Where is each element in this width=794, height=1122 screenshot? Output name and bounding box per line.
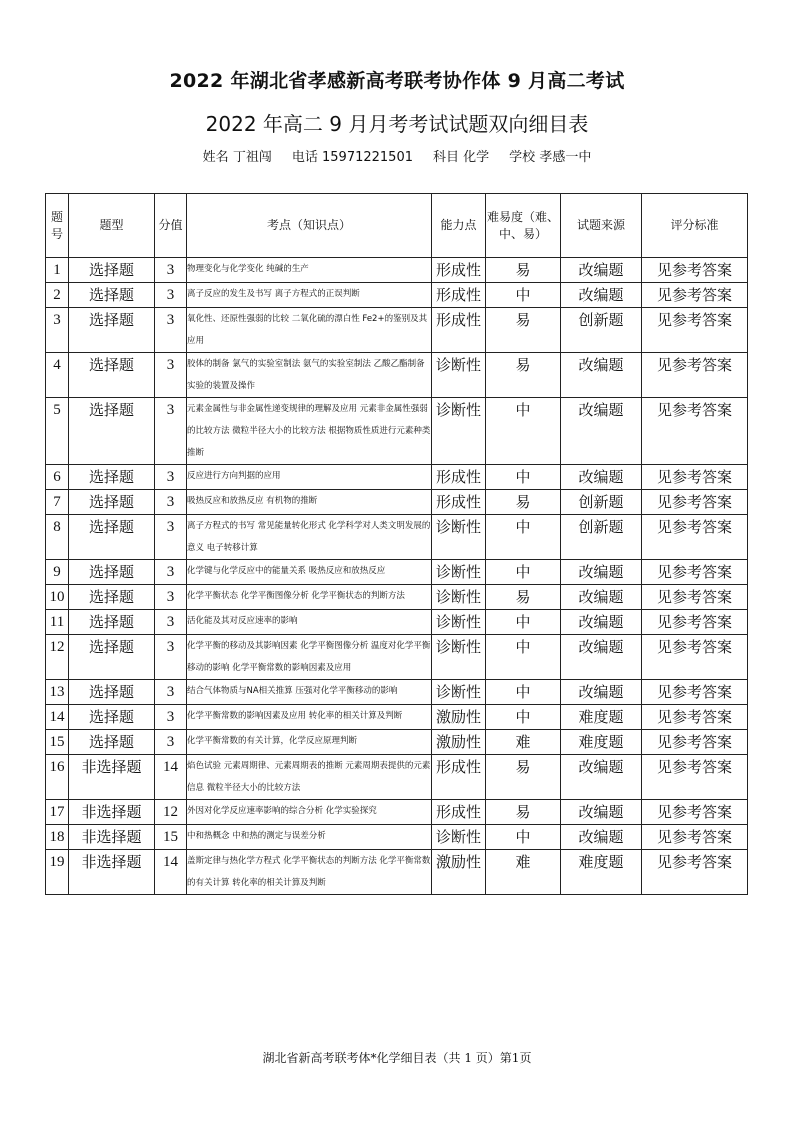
page-footer: 湖北省新高考联考体*化学细目表（共 1 页）第1页 [262, 1051, 532, 1065]
question-source: 改编题 [561, 258, 642, 283]
table-row [46, 353, 748, 398]
question-source: 改编题 [561, 755, 642, 800]
question-ability: 诊断性 [432, 560, 486, 585]
question-score: 15 [155, 825, 187, 850]
table-row [46, 755, 748, 800]
question-topic: 焰色试验 元素周期律、元素周期表的推断 元素周期表提供的元素信息 微粒半径大小的比较方法 [187, 755, 432, 800]
question-no: 9 [46, 560, 69, 585]
question-difficulty: 难 [486, 730, 561, 755]
question-score: 3 [155, 465, 187, 490]
question-standard: 见参考答案 [642, 680, 748, 705]
question-difficulty: 中 [486, 398, 561, 465]
question-difficulty: 中 [486, 680, 561, 705]
question-ability: 诊断性 [432, 635, 486, 680]
question-type: 选择题 [69, 398, 155, 465]
question-score: 3 [155, 680, 187, 705]
author-info [0, 146, 794, 165]
question-ability: 形成性 [432, 800, 486, 825]
question-difficulty: 中 [486, 635, 561, 680]
question-difficulty: 中 [486, 283, 561, 308]
question-difficulty: 中 [486, 515, 561, 560]
question-ability: 诊断性 [432, 398, 486, 465]
question-ability: 诊断性 [432, 825, 486, 850]
question-type: 选择题 [69, 680, 155, 705]
table-row [46, 705, 748, 730]
question-topic: 离子方程式的书写 常见能量转化形式 化学科学对人类文明发展的意义 电子转移计算 [187, 515, 432, 560]
question-score: 3 [155, 283, 187, 308]
table-row [46, 850, 748, 895]
col-header-topic: 考点（知识点） [187, 194, 432, 258]
question-ability: 诊断性 [432, 585, 486, 610]
question-type: 选择题 [69, 353, 155, 398]
question-source: 改编题 [561, 353, 642, 398]
question-type: 非选择题 [69, 755, 155, 800]
question-standard: 见参考答案 [642, 755, 748, 800]
question-no: 16 [46, 755, 69, 800]
question-standard: 见参考答案 [642, 465, 748, 490]
question-score: 3 [155, 560, 187, 585]
question-ability: 激励性 [432, 850, 486, 895]
question-standard: 见参考答案 [642, 635, 748, 680]
question-standard: 见参考答案 [642, 850, 748, 895]
question-source: 创新题 [561, 490, 642, 515]
col-header-score: 分值 [155, 194, 187, 258]
question-standard: 见参考答案 [642, 515, 748, 560]
question-ability: 形成性 [432, 465, 486, 490]
table-row [46, 635, 748, 680]
question-no: 4 [46, 353, 69, 398]
question-source: 难度题 [561, 730, 642, 755]
question-standard: 见参考答案 [642, 283, 748, 308]
question-no: 6 [46, 465, 69, 490]
col-header-type: 题型 [69, 194, 155, 258]
question-source: 改编题 [561, 560, 642, 585]
question-ability: 形成性 [432, 490, 486, 515]
phone-number: 15971221501 [322, 150, 413, 165]
question-type: 非选择题 [69, 825, 155, 850]
question-no: 17 [46, 800, 69, 825]
question-ability: 激励性 [432, 705, 486, 730]
author-name: 丁祖闯 [232, 150, 272, 165]
question-no: 19 [46, 850, 69, 895]
question-source: 创新题 [561, 515, 642, 560]
question-difficulty: 易 [486, 258, 561, 283]
question-ability: 形成性 [432, 283, 486, 308]
question-type: 选择题 [69, 610, 155, 635]
question-score: 3 [155, 490, 187, 515]
question-type: 选择题 [69, 585, 155, 610]
document-subtitle: 2022 年高二 9 月月考考试试题双向细目表 [205, 112, 589, 136]
question-type: 选择题 [69, 283, 155, 308]
question-topic: 吸热反应和放热反应 有机物的推断 [187, 490, 432, 515]
col-header-ability: 能力点 [432, 194, 486, 258]
table-row [46, 515, 748, 560]
question-score: 3 [155, 398, 187, 465]
question-no: 1 [46, 258, 69, 283]
question-topic: 化学平衡常数的有关计算，化学反应原理判断 [187, 730, 432, 755]
question-type: 选择题 [69, 308, 155, 353]
question-source: 改编题 [561, 398, 642, 465]
col-header-difficulty: 难易度（难、中、易） [486, 194, 561, 258]
question-type: 非选择题 [69, 800, 155, 825]
question-ability: 诊断性 [432, 353, 486, 398]
school-value: 孝感一中 [539, 150, 592, 165]
question-ability: 形成性 [432, 308, 486, 353]
question-topic: 结合气体物质与NA相关推算 压强对化学平衡移动的影响 [187, 680, 432, 705]
question-source: 改编题 [561, 800, 642, 825]
question-topic: 离子反应的发生及书写 离子方程式的正误判断 [187, 283, 432, 308]
table-row [46, 610, 748, 635]
question-no: 5 [46, 398, 69, 465]
name-label: 姓名 [202, 150, 229, 165]
question-score: 14 [155, 755, 187, 800]
table-row [46, 283, 748, 308]
question-score: 3 [155, 515, 187, 560]
question-score: 3 [155, 258, 187, 283]
question-topic: 中和热概念 中和热的测定与误差分析 [187, 825, 432, 850]
question-source: 改编题 [561, 465, 642, 490]
question-source: 改编题 [561, 283, 642, 308]
question-source: 难度题 [561, 705, 642, 730]
question-no: 10 [46, 585, 69, 610]
question-source: 改编题 [561, 825, 642, 850]
table-row [46, 398, 748, 465]
question-type: 选择题 [69, 730, 155, 755]
question-source: 创新题 [561, 308, 642, 353]
question-no: 13 [46, 680, 69, 705]
table-row [46, 680, 748, 705]
question-standard: 见参考答案 [642, 825, 748, 850]
question-topic: 外因对化学反应速率影响的综合分析 化学实验探究 [187, 800, 432, 825]
question-standard: 见参考答案 [642, 610, 748, 635]
question-difficulty: 易 [486, 800, 561, 825]
table-row [46, 585, 748, 610]
question-difficulty: 易 [486, 490, 561, 515]
question-no: 8 [46, 515, 69, 560]
question-score: 3 [155, 635, 187, 680]
question-difficulty: 中 [486, 825, 561, 850]
question-type: 非选择题 [69, 850, 155, 895]
col-header-no: 题号 [46, 194, 69, 258]
question-topic: 化学平衡常数的影响因素及应用 转化率的相关计算及判断 [187, 705, 432, 730]
question-standard: 见参考答案 [642, 308, 748, 353]
phone-label: 电话 [291, 150, 318, 165]
col-header-standard: 评分标准 [642, 194, 748, 258]
question-type: 选择题 [69, 705, 155, 730]
subject-label: 科目 [432, 150, 459, 165]
question-difficulty: 中 [486, 705, 561, 730]
table-row [46, 730, 748, 755]
question-no: 18 [46, 825, 69, 850]
table-row [46, 560, 748, 585]
question-standard: 见参考答案 [642, 800, 748, 825]
question-no: 2 [46, 283, 69, 308]
question-standard: 见参考答案 [642, 258, 748, 283]
question-source: 难度题 [561, 850, 642, 895]
question-score: 3 [155, 730, 187, 755]
question-type: 选择题 [69, 515, 155, 560]
question-topic: 物理变化与化学变化 纯碱的生产 [187, 258, 432, 283]
question-ability: 形成性 [432, 258, 486, 283]
question-source: 改编题 [561, 585, 642, 610]
question-topic: 氧化性、还原性强弱的比较 二氧化硫的漂白性 Fe2+的鉴别及其应用 [187, 308, 432, 353]
question-no: 15 [46, 730, 69, 755]
question-ability: 形成性 [432, 755, 486, 800]
question-topic: 化学平衡的移动及其影响因素 化学平衡图像分析 温度对化学平衡移动的影响 化学平衡常数的影响因素及应用 [187, 635, 432, 680]
question-difficulty: 中 [486, 560, 561, 585]
question-topic: 盖斯定律与热化学方程式 化学平衡状态的判断方法 化学平衡常数的有关计算 转化率的相关计算及判断 [187, 850, 432, 895]
question-type: 选择题 [69, 465, 155, 490]
question-standard: 见参考答案 [642, 398, 748, 465]
question-score: 3 [155, 610, 187, 635]
table-header-row [46, 194, 748, 258]
question-difficulty: 易 [486, 308, 561, 353]
question-standard: 见参考答案 [642, 585, 748, 610]
question-difficulty: 中 [486, 610, 561, 635]
question-standard: 见参考答案 [642, 353, 748, 398]
question-source: 改编题 [561, 610, 642, 635]
question-type: 选择题 [69, 635, 155, 680]
question-no: 7 [46, 490, 69, 515]
question-ability: 诊断性 [432, 515, 486, 560]
question-ability: 诊断性 [432, 610, 486, 635]
question-score: 14 [155, 850, 187, 895]
question-score: 12 [155, 800, 187, 825]
question-score: 3 [155, 585, 187, 610]
question-type: 选择题 [69, 258, 155, 283]
question-no: 3 [46, 308, 69, 353]
question-topic: 反应进行方向判据的应用 [187, 465, 432, 490]
question-difficulty: 易 [486, 585, 561, 610]
table-row [46, 490, 748, 515]
table-row [46, 825, 748, 850]
question-type: 选择题 [69, 560, 155, 585]
document-title: 2022 年湖北省孝感新高考联考协作体 9 月高二考试 [169, 70, 625, 92]
table-row [46, 465, 748, 490]
school-label: 学校 [509, 150, 536, 165]
question-score: 3 [155, 308, 187, 353]
table-row [46, 258, 748, 283]
question-standard: 见参考答案 [642, 560, 748, 585]
question-ability: 激励性 [432, 730, 486, 755]
question-type: 选择题 [69, 490, 155, 515]
subject-value: 化学 [463, 150, 490, 165]
question-difficulty: 易 [486, 353, 561, 398]
question-topic: 元素金属性与非金属性递变规律的理解及应用 元素非金属性强弱的比较方法 微粒半径大小的比较方法 根据物质性质进行元素种类推断 [187, 398, 432, 465]
question-no: 12 [46, 635, 69, 680]
question-standard: 见参考答案 [642, 705, 748, 730]
question-difficulty: 中 [486, 465, 561, 490]
question-topic: 化学平衡状态 化学平衡图像分析 化学平衡状态的判断方法 [187, 585, 432, 610]
question-score: 3 [155, 705, 187, 730]
question-source: 改编题 [561, 680, 642, 705]
question-spec-table [45, 193, 748, 895]
question-no: 11 [46, 610, 69, 635]
question-score: 3 [155, 353, 187, 398]
question-topic: 胶体的制备 氯气的实验室制法 氨气的实验室制法 乙酸乙酯制备实验的装置及操作 [187, 353, 432, 398]
col-header-source: 试题来源 [561, 194, 642, 258]
question-standard: 见参考答案 [642, 730, 748, 755]
question-difficulty: 难 [486, 850, 561, 895]
question-standard: 见参考答案 [642, 490, 748, 515]
table-row [46, 308, 748, 353]
question-source: 改编题 [561, 635, 642, 680]
question-no: 14 [46, 705, 69, 730]
question-ability: 诊断性 [432, 680, 486, 705]
question-difficulty: 易 [486, 755, 561, 800]
question-topic: 化学键与化学反应中的能量关系 吸热反应和放热反应 [187, 560, 432, 585]
question-topic: 活化能及其对反应速率的影响 [187, 610, 432, 635]
table-row [46, 800, 748, 825]
